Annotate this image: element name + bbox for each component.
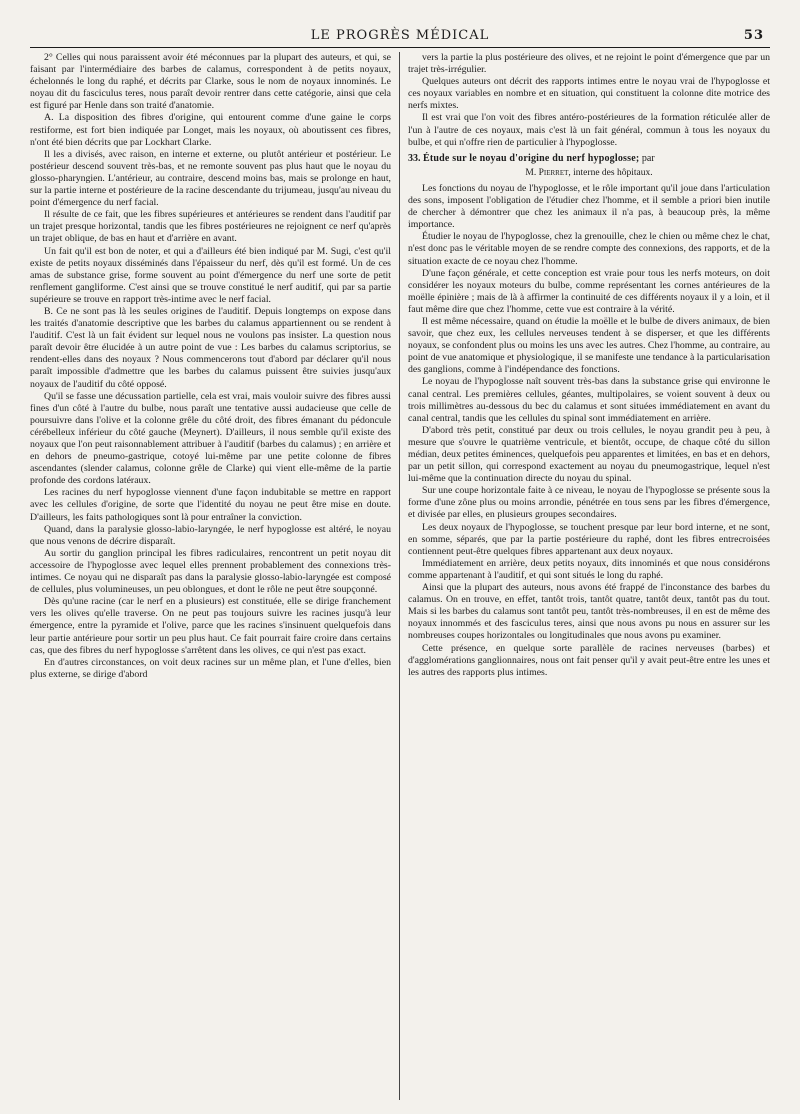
page-number: 53 (743, 28, 764, 43)
paragraph: Sur une coupe horizontale faite à ce niveau, le noyau de l'hypoglosse se présente sous la forme d'une zône plus ou moins arrondie, pénétrée en tous sens par les fibres d'émergence, et divisée par elles, en plusieurs groupes secondaires. (408, 485, 770, 521)
right-column (400, 52, 770, 1100)
section-title: Étude sur le noyau d'origine du nerf hypoglosse; (423, 152, 640, 164)
paragraph: A. La disposition des fibres d'origine, qui entourent comme d'une gaine le corps restiforme, est fort bien indiquée par Longet, mais les noyaux, où aboutissent ces fibres, n'ont été bien décrits que par Lockhart Clarke. (30, 112, 391, 148)
paragraph: Un fait qu'il est bon de noter, et qui a d'ailleurs été bien indiqué par M. Sugi, c'est qu'il existe de petits noyaux disséminés dans l'épaisseur du nerf, dès qu'il est formé. Un de ces amas de substance grise, forme souvent au point d'émergence du nerf une sorte de petit renflement gangliforme. C'est ainsi que se trouve constitué le nerf auditif, qui par sa partie supérieure se trouve en rapport très-intime avec le nerf facial. (30, 245, 391, 305)
paragraph: Étudier le noyau de l'hypoglosse, chez la grenouille, chez le chien ou même chez le chat, n'est donc pas le véritable moyen de se rendre compte des connexions, des rapports, et de la situation exacte de ce noyau chez l'homme. (408, 231, 770, 267)
paragraph: Il est même nécessaire, quand on étudie la moëlle et le bulbe de divers animaux, de bien savoir, que chez eux, les cellules nerveuses tendent à se disperser, et que les différents noyaux, se confondent plus ou moins les uns avec les autres. Chez l'homme, au contraire, au point de vue anatomique et physiologique, il se manifeste une tendance à la particularisation des ganglions, comme à l'indépendance des fonctions. (408, 315, 770, 376)
paragraph: Les deux noyaux de l'hypoglosse, se touchent presque par leur bord interne, et ne sont, en somme, séparés, que par la partie postérieure du raphé, dont les fibres entrecroisées contiennent peut-être quelques fibres appartenant aux deux noyaux. (408, 521, 770, 557)
section-heading (408, 153, 770, 165)
byline-prefix: par (641, 152, 655, 164)
paragraph: Il les a divisés, avec raison, en interne et externe, ou plutôt antérieur et postérieur. Le postérieur descend souvent très-bas, et ne remonte souvent pas plus haut que le noyau du glosso-pharyngien. L'antérieur, au contraire, descend moins bas, mais se prolonge en haut, sur la partie interne et postérieure de la racine descendante du trijumeau, jusqu'au niveau du point d'émergence du nerf facial. (30, 148, 391, 209)
paragraph: Cette présence, en quelque sorte parallèle de racines nerveuses (barbes) et d'agglomérations ganglionnaires, nous ont fait penser qu'il y avait peut-être entre les unes et les autres des rapports plus intimes. (408, 642, 770, 678)
running-head (30, 28, 770, 44)
paragraph: En d'autres circonstances, on voit deux racines sur un même plan, et l'une d'elles, bien plus externe, se dirige d'abord (30, 656, 391, 680)
paragraph: Les racines du nerf hypoglosse viennent d'une façon indubitable se mettre en rapport avec les cellules d'origine, de sorte que l'identité du noyau ne peut être mise en doute. D'ailleurs, les faits pathologiques sont là pour entraîner la conviction. (30, 487, 391, 523)
paragraph: B. Ce ne sont pas là les seules origines de l'auditif. Depuis longtemps on expose dans les traités d'anatomie descriptive que les barbes du calamus appartiennent ou se rendent à l'auditif. C'est là un fait évident sur lequel nous ne voulons pas insister. La question nous paraît devoir être élucidée à un autre point de vue : Les barbes du calamus scriptorius, se rendent-elles dans des noyaux ? Nous commencerons tout d'abord par déclarer qu'il nous paraît impossible d'admettre que les barbes du calamus puissent être suivies jusqu'aux noyaux de l'auditif du côté opposé. (30, 305, 391, 390)
paragraph: Dès qu'une racine (car le nerf en a plusieurs) est constituée, elle se dirige franchement vers les olives qu'elle traverse. On ne peut pas toujours suivre les racines jusqu'à leur émergence, entre la pyramide et l'olive, parce que les racines s'insinuent quelquefois dans leur partie antérieure pour sortir un peu plus haut. Ce fait pourrait faire croire dans certains cas, que des fibres du nerf hypoglosse s'arrêtent dans les olives, ce qui n'est pas exact. (30, 596, 391, 656)
paragraph: D'une façon générale, et cette conception est vraie pour tous les nerfs moteurs, on doit considérer les noyaux moteurs du bulbe, comme représentant les cornes antérieures de la moëlle épinière ; mais de là à affirmer la continuité de ces différents noyaux il y a loin, et il faut même dire que chez l'homme, cette vue est contraire à la vérité. (408, 267, 770, 315)
paragraph: vers la partie la plus postérieure des olives, et ne rejoint le point d'émergence que par un trajet très-irrégulier. (408, 52, 770, 76)
header-rule (30, 47, 770, 48)
paragraph: Quelques auteurs ont décrit des rapports intimes entre le noyau vrai de l'hypoglosse et ces noyaux variables en nombre et en situation, qui constituent la colonne dite motrice des nerfs mixtes. (408, 76, 770, 112)
paragraph: Quand, dans la paralysie glosso-labio-laryngée, le nerf hypoglosse est altéré, le noyau que nous venons de décrire disparaît. (30, 523, 391, 547)
paragraph: Immédiatement en arrière, deux petits noyaux, dits innominés et que nous considérons comme appartenant à l'auditif, et qui sont situés le long du raphé. (408, 557, 770, 581)
paragraph: Il résulte de ce fait, que les fibres supérieures et antérieures se rendent dans l'auditif par un trajet presque horizontal, tandis que les fibres postérieures ne rejoignent ce nerf qu'après un trajet oblique, de bas en haut et d'arrière en avant. (30, 209, 391, 245)
paragraph: Les fonctions du noyau de l'hypoglosse, et le rôle important qu'il joue dans l'articulation des sons, imposent l'obligation de l'étudier chez l'homme, et il semble a priori bien inutile de chercher à démontrer que chez les animaux il n'a pas, à beaucoup près, la même importance. (408, 182, 770, 231)
section-number: 33. (408, 152, 421, 164)
paragraph: Qu'il se fasse une décussation partielle, cela est vrai, mais vouloir suivre des fibres aussi fines d'un côté à l'autre du bulbe, nous paraît une tentative aussi audacieuse que celle de poursuivre dans l'olive et la colonne grêle du côté droit, des fibres émanant du pédoncule cérébelleux inférieur du côté gauche (Meynert). D'ailleurs, il nous semble qu'il existe des noyaux que l'on peut raisonnablement attribuer à l'auditif (barbes du calamus) ; en arrière et en dehors de pneumo-gastrique, cotoyé lui-même par une petite colonne de fibres ascendantes (slender calamus, colonne grêle de Clarke) qui vient elle-même de la partie profonde des cordons latéraux. (30, 390, 391, 487)
two-column-body (30, 52, 770, 1100)
paragraph: Ainsi que la plupart des auteurs, nous avons été frappé de l'inconstance des barbes du calamus. On en trouve, en effet, tantôt trois, tantôt quatre, tantôt deux, tantôt pas du tout. Mais si les barbes du calamus sont tantôt peu, tantôt très-nombreuses, il en est de même des noyaux innommés et des fasciculus teres, ainsi que nous avons pu nous en assurer sur les nombreuses coupes horizontales ou longitudinales que nous avons pu examiner. (408, 582, 770, 642)
byline (408, 167, 770, 179)
paragraph: 2° Celles qui nous paraissent avoir été méconnues par la plupart des auteurs, et qui, se faisant par l'intermédiaire des barbes de calamus, correspondent à de petits noyaux, échelonnés le long du raphé, et décrits par Clarke, sous le nom de noyaux innominés. Le noyau dit du fasciculus teres, nous paraît devoir rentrer dans cette catégorie, ainsi que cela est figuré par Henle dans son traité d'anatomie. (30, 52, 391, 112)
byline-affiliation: interne des hôpitaux. (573, 167, 653, 178)
byline-author: M. Pierret, (525, 167, 571, 178)
paragraph: Le noyau de l'hypoglosse naît souvent très-bas dans la substance grise qui environne le canal central. Les premières cellules, géantes, multipolaires, se voient souvent à deux ou trois millimètres au-dessous du bec du calamus et sont situées immédiatement en avant du canal central, tandis que les cellules du spinal sont immédiatement en arrière. (408, 376, 770, 424)
left-column (30, 52, 400, 1100)
paragraph: Au sortir du ganglion principal les fibres radiculaires, rencontrent un petit noyau dit accessoire de l'hypoglosse avec lequel elles prennent probablement des connexions très-intimes. Ce noyau qui ne disparaît pas dans la paralysie glosso-labio-laryngée est composé de cellules, plus volumineuses, un peu oblongues, et dont le rôle ne peut être soupçonné. (30, 547, 391, 596)
journal-title: LE PROGRÈS MÉDICAL (310, 28, 490, 43)
paragraph: D'abord très petit, constitué par deux ou trois cellules, le noyau grandit peu à peu, à mesure que s'ouvre le quatrième ventricule, et bientôt, occupe, de chaque côté du sillon médian, deux petites éminences, quelquefois peu apparentes et limitées, en bas et en dehors, par un petit sillon, qui correspond exactement au noyau du pneumogastrique, lequel n'est lui-même que la continuation directe du noyau du spinal. (408, 424, 770, 485)
paragraph: Il est vrai que l'on voit des fibres antéro-postérieures de la formation réticulée aller de l'un à l'autre de ces noyaux, mais c'est là un fait général, commun à tous les noyaux du bulbe, et qui n'offre rien de particulier à l'hypoglosse. (408, 112, 770, 148)
